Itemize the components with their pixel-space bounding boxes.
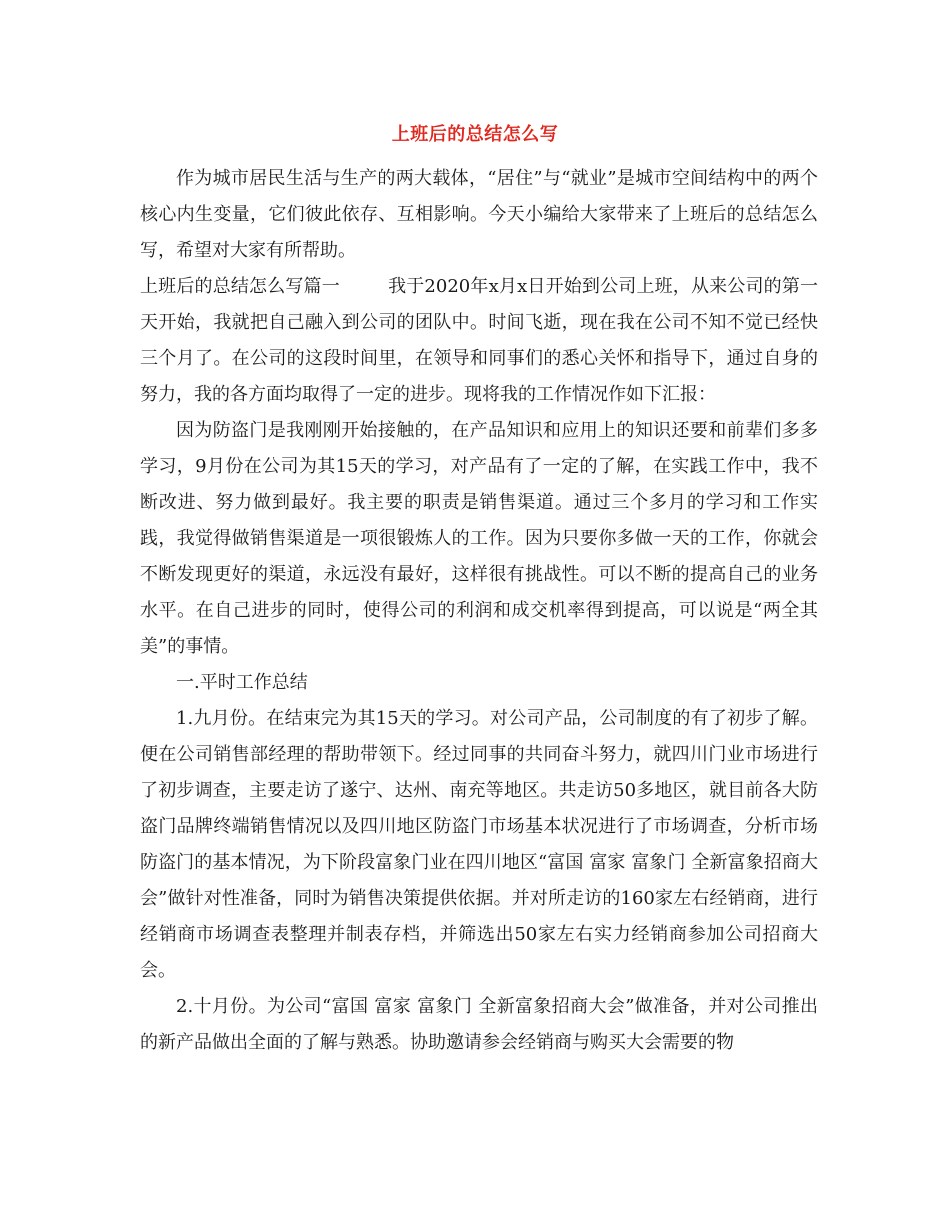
- section-opening-text: 我于2020年x月x日开始到公司上班，从来公司的第一天开始，我就把自己融入到公司的团队中。时间飞逝，现在我在公司不知不觉已经快三个月了。在公司的这段时间里，在领导和同事们的悉心关怀和指导下，通过自身的努力，我的各方面均取得了一定的进步。现将我的工作情况作如下汇报：: [140, 276, 819, 405]
- list-item-september: 1.九月份。在结束完为其15天的学习。对公司产品，公司制度的有了初步了解。便在公司销售部经理的帮助带领下。经过同事的共同奋斗努力，就四川门业市场进行了初步调查，主要走访了遂宁、达州、南充等地区。共走访50多地区，就目前各大防盗门品牌终端销售情况以及四川地区防盗门市场基本状况进行了市场调查，分析市场防盗门的基本情况，为下阶段富象门业在四川地区“富国 富家 富象门 全新富象招商大会”做针对性准备，同时为销售决策提供依据。并对所走访的160家左右经销商，进行经销商市场调查表整理并制表存档，并筛选出50家左右实力经销商参加公司招商大会。: [140, 708, 818, 981]
- section-heading: 上班后的总结怎么写篇一: [140, 276, 340, 297]
- section-paragraph: [140, 269, 818, 413]
- list-item-october: 2.十月份。为公司“富国 富家 富象门 全新富象招商大会”做准备，并对公司推出的新产品做出全面的了解与熟悉。协助邀请参会经销商与购买大会需要的物: [140, 996, 818, 1053]
- document-title: 上班后的总结怎么写: [391, 124, 559, 145]
- subheading-work-summary: 一.平时工作总结: [176, 672, 308, 693]
- body-paragraph-2: 因为防盗门是我刚刚开始接触的，在产品知识和应用上的知识还要和前辈们多多学习，9月份在公司为其15天的学习，对产品有了一定的了解，在实践工作中，我不断改进、努力做到最好。我主要的职责是销售渠道。通过三个多月的学习和工作实践，我觉得做销售渠道是一项很锻炼人的工作。因为只要你多做一天的工作，你就会不断发现更好的渠道，永远没有最好，这样很有挑战性。可以不断的提高自己的业务水平。在自己进步的同时，使得公司的利润和成交机率得到提高，可以说是“两全其美”的事情。: [140, 420, 818, 657]
- document-body: [140, 161, 818, 1061]
- intro-paragraph: 作为城市居民生活与生产的两大载体，“居住”与“就业”是城市空间结构中的两个核心内生变量，它们彼此依存、互相影响。今天小编给大家带来了上班后的总结怎么写，希望对大家有所帮助。: [140, 168, 818, 261]
